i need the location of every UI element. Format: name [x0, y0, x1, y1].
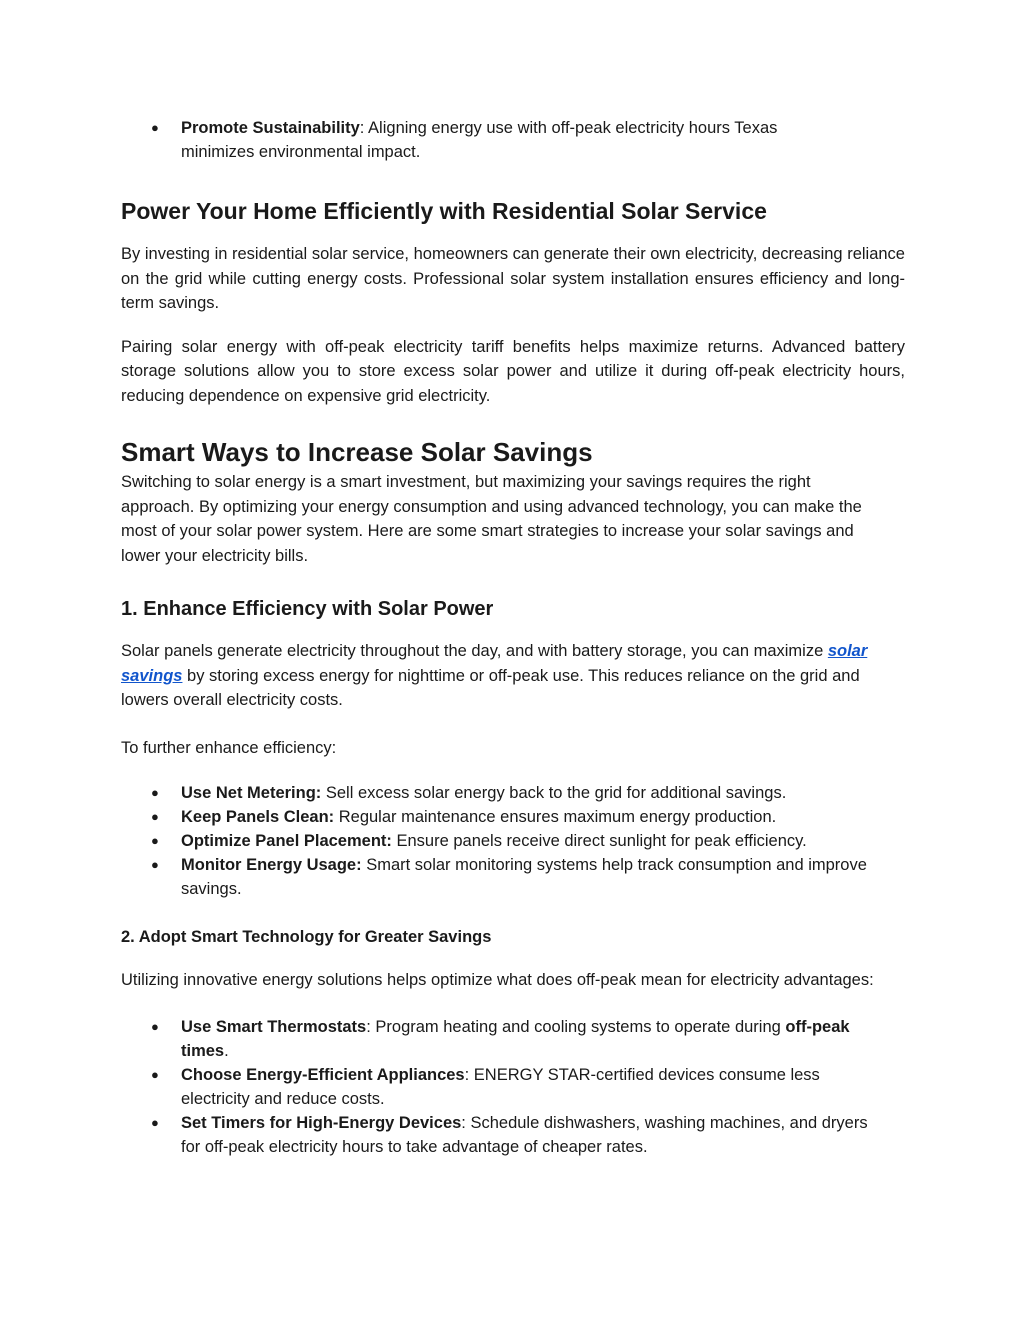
efficiency-paragraph [121, 639, 895, 713]
bullet-text: : Aligning energy use with off-peak electricity hours Texas minimizes environmental impact. [181, 119, 778, 161]
residential-paragraph-1: By investing in residential solar service, homeowners can generate their own electricity, decreasing reliance on the grid while cutting energy costs. Professional solar system installation ensures efficiency and long-term savings. [121, 245, 905, 312]
bullet-text: : Schedule dishwashers, washing machines, and dryers for off-peak electricity hours to take advantage of cheaper rates. [181, 1113, 868, 1156]
bullet-title: Monitor Energy Usage: [181, 856, 362, 874]
smart-savings-heading: Smart Ways to Increase Solar Savings [121, 437, 593, 467]
bullet-text: Ensure panels receive direct sunlight for peak efficiency. [391, 832, 807, 850]
bullet-text: Regular maintenance ensures maximum energy production. [334, 808, 777, 826]
bullet-title: Keep Panels Clean: [181, 808, 335, 826]
bullet-text: : Program heating and cooling systems to operate during [366, 1017, 786, 1036]
technology-bullet-list [121, 1015, 885, 1159]
list-item [181, 829, 885, 853]
bullet-text: Smart solar monitoring systems help track consumption and improve savings. [181, 856, 867, 898]
smart-savings-paragraph: Switching to solar energy is a smart investment, but maximizing your savings requires the right approach. By optimizing your energy consumption and using advanced technology, you can make the most of your solar power system. Here are some smart strategies to increase your solar savings and lower your electricity bills. [121, 473, 862, 565]
bullet-title: Promote Sustainability [181, 119, 360, 137]
list-item [181, 116, 845, 164]
efficiency-bullet-list [121, 781, 885, 901]
bullet-bold-tail: off-peak times [181, 1017, 850, 1060]
list-item [181, 781, 885, 805]
efficiency-heading: 1. Enhance Efficiency with Solar Power [121, 598, 494, 620]
bullet-tail: . [224, 1041, 229, 1060]
intro-bullet-list [121, 116, 845, 164]
list-item [181, 805, 885, 829]
bullet-title: Choose Energy-Efficient Appliances [181, 1065, 465, 1084]
solar-savings-link[interactable]: solar savings [121, 642, 868, 685]
bullet-title: Use Net Metering: [181, 784, 322, 802]
bullet-text: Sell excess solar energy back to the grid for additional savings. [321, 784, 787, 802]
residential-heading: Power Your Home Efficiently with Residential Solar Service [121, 198, 767, 224]
technology-heading: 2. Adopt Smart Technology for Greater Savings [121, 928, 492, 946]
list-item [181, 1063, 885, 1111]
bullet-text: : ENERGY STAR-certified devices consume less electricity and reduce costs. [181, 1065, 820, 1108]
bullet-title: Optimize Panel Placement: [181, 832, 392, 850]
list-item [181, 1015, 885, 1063]
bullet-title: Use Smart Thermostats [181, 1017, 367, 1036]
efficiency-text-after-link: by storing excess energy for nighttime or off-peak use. This reduces reliance on the grid and lowers overall electricity costs. [121, 666, 860, 709]
document-page [121, 116, 905, 1159]
bullet-title: Set Timers for High-Energy Devices [181, 1113, 462, 1132]
efficiency-lead-in: To further enhance efficiency: [121, 738, 337, 757]
list-item [181, 1111, 885, 1159]
technology-paragraph: Utilizing innovative energy solutions helps optimize what does off-peak mean for electricity advantages: [121, 971, 874, 989]
residential-paragraph-2: Pairing solar energy with off-peak electricity tariff benefits helps maximize returns. Advanced battery storage solutions allow you to store excess solar power and utilize it during off-peak electricity hours, reducing dependence on expensive grid electricity. [121, 337, 905, 405]
list-item [181, 853, 885, 901]
efficiency-text-before-link: Solar panels generate electricity throughout the day, and with battery storage, you can maximize [121, 642, 828, 660]
